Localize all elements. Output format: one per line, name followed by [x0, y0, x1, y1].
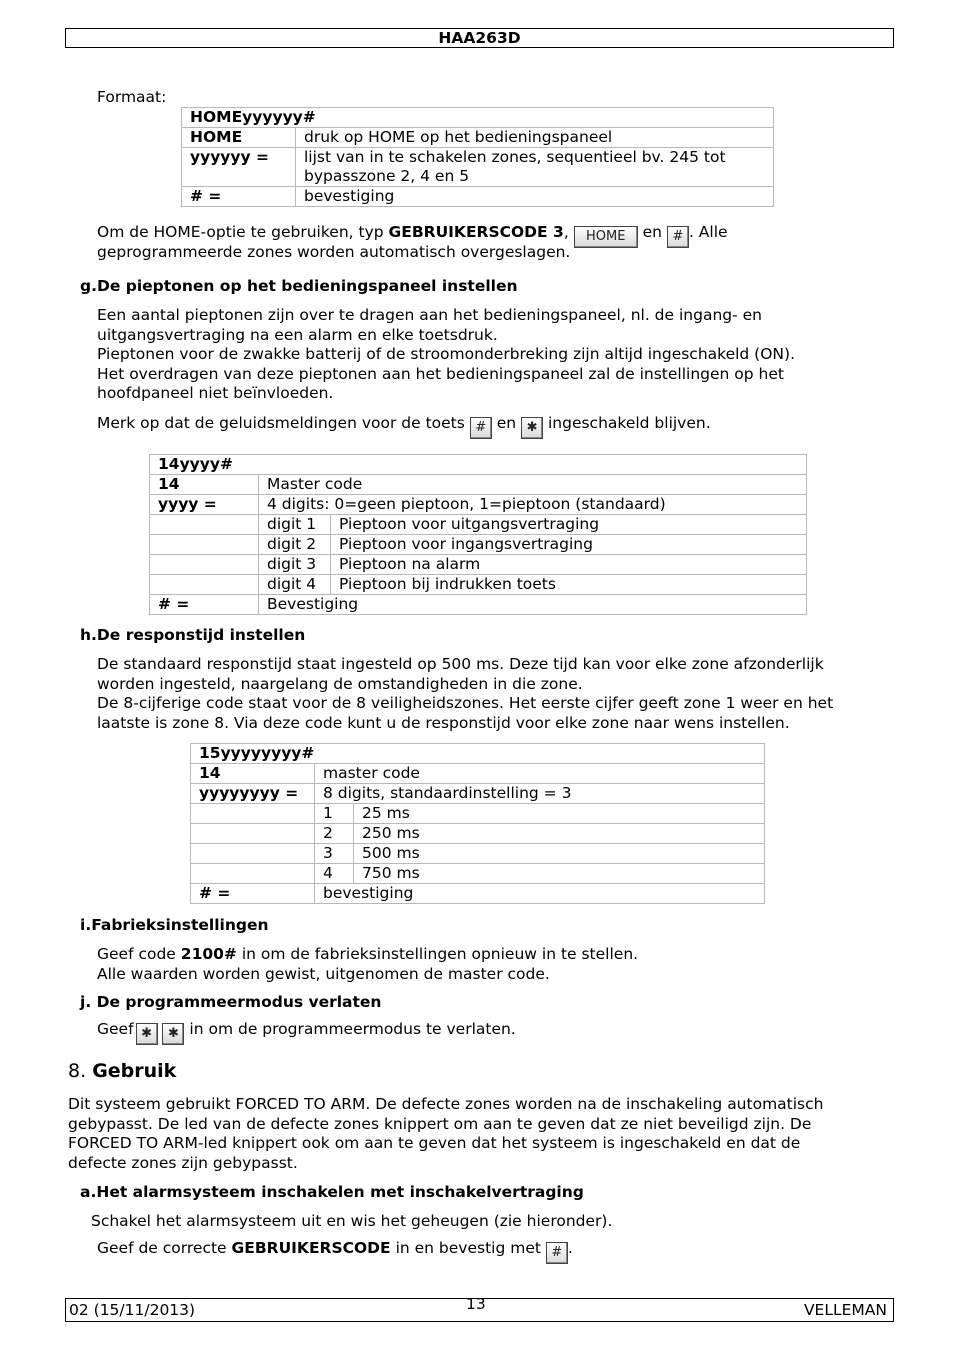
table-row: # = Bevestiging [150, 595, 807, 615]
table-title: 15yyyyyyyy# [191, 744, 765, 764]
section-h-text: De standaard responstijd staat ingesteld op 500 ms. Deze tijd kan voor elke zone afzonderlijk worden ingesteld, naargelang de omstandigheden in die zone. De 8-cijferige code staat voor de 8 veiligheidszones. Het eerste cijfer geeft zone 1 weer en het laatste is zone 8. Via deze code kunt u de responstijd voor elke zone naar wens instellen. [97, 655, 834, 732]
section-8a-line2: Geef de correcte GEBRUIKERSCODE in en bevestig met # . [97, 1239, 573, 1264]
section-g-text: Een aantal pieptonen zijn over te dragen aan het bedieningspaneel, nl. de ingang- en uitgangsvertraging na een alarm en elke toetsdruk. Pieptonen voor de zwakke batterij of de stroomonderbreking zijn altijd ingeschakeld (ON). Het overdragen van deze pieptonen aan het bedieningspaneel zal de instellingen op het hoofdpaneel niet beïnvloeden. [97, 306, 795, 402]
page-header [65, 28, 894, 48]
section-i-text: Geef code 2100# in om de fabrieksinstellingen opnieuw in te stellen. Alle waarden worden gewist, uitgenomen de master code. [97, 945, 639, 983]
page-footer [65, 1295, 894, 1322]
section-8a-line1: Schakel het alarmsysteem uit en wis het geheugen (zie hieronder). [91, 1212, 613, 1230]
section-h-heading: h.De responstijd instellen [80, 626, 306, 644]
section-j-heading: j. De programmeermodus verlaten [80, 993, 382, 1011]
section-8-text: Dit systeem gebruikt FORCED TO ARM. De defecte zones worden na de inschakeling automatisch gebypasst. De led van de defecte zones knippert om aan te geven dat ze niet beveiligd zijn. De FORCED TO ARM-led knippert ook om aan te geven dat het systeem is ingeschakeld en dat de defecte zones zijn gebypasst. [68, 1095, 824, 1172]
table-row: 3 500 ms [191, 844, 765, 864]
section-8a-heading: a.Het alarmsysteem inschakelen met inschakelvertraging [80, 1183, 584, 1201]
table-title: 14yyyy# [150, 455, 807, 475]
table-row: yyyyyy = lijst van in te schakelen zones, sequentieel bv. 245 tot bypasszone 2, 4 en 5 [182, 148, 774, 187]
star-key-icon: ✱ [162, 1023, 184, 1045]
home-instruction: Om de HOME-optie te gebruiken, typ GEBRUIKERSCODE 3, HOME en # . Alle [97, 223, 728, 248]
section-i-heading: i.Fabrieksinstellingen [80, 916, 269, 934]
star-key-icon: ✱ [521, 417, 543, 439]
home-key-icon: HOME [574, 226, 638, 248]
home-format-table [181, 107, 774, 207]
beep-settings-table [149, 454, 807, 615]
page-number: 13 [466, 1295, 486, 1313]
format-label: Formaat: [97, 88, 167, 106]
table-row: 14 master code [191, 764, 765, 784]
table-row: HOME druk op HOME op het bedieningspaneel [182, 128, 774, 148]
section-8-heading: 8. Gebruik [68, 1060, 177, 1082]
footer-brand: VELLEMAN [803, 1301, 887, 1319]
response-time-table [190, 743, 765, 904]
section-g-note: Merk op dat de geluidsmeldingen voor de toets # en ✱ ingeschakeld blijven. [97, 414, 711, 439]
section-j-text: Geef ✱ ✱ in om de programmeermodus te verlaten. [97, 1020, 516, 1045]
home-instruction-line2: geprogrammeerde zones worden automatisch overgeslagen. [97, 243, 571, 261]
hash-key-icon: # [546, 1242, 568, 1264]
table-row: digit 3 Pieptoon na alarm [150, 555, 807, 575]
table-row: 1 25 ms [191, 804, 765, 824]
table-row: 14 Master code [150, 475, 807, 495]
table-row: yyyy = 4 digits: 0=geen pieptoon, 1=pieptoon (standaard) [150, 495, 807, 515]
table-row: yyyyyyyy = 8 digits, standaardinstelling = 3 [191, 784, 765, 804]
table-row: digit 4 Pieptoon bij indrukken toets [150, 575, 807, 595]
star-key-icon: ✱ [136, 1023, 158, 1045]
table-title: HOMEyyyyyy# [182, 108, 774, 128]
hash-key-icon: # [667, 226, 689, 248]
footer-version: 02 (15/11/2013) [69, 1301, 196, 1319]
table-row: digit 1 Pieptoon voor uitgangsvertraging [150, 515, 807, 535]
section-g-heading: g.De pieptonen op het bedieningspaneel instellen [80, 277, 518, 295]
header-title: HAA263D [438, 29, 521, 47]
table-row: # = bevestiging [191, 884, 765, 904]
table-row: 2 250 ms [191, 824, 765, 844]
hash-key-icon: # [470, 417, 492, 439]
table-row: # = bevestiging [182, 187, 774, 207]
table-row: digit 2 Pieptoon voor ingangsvertraging [150, 535, 807, 555]
table-row: 4 750 ms [191, 864, 765, 884]
